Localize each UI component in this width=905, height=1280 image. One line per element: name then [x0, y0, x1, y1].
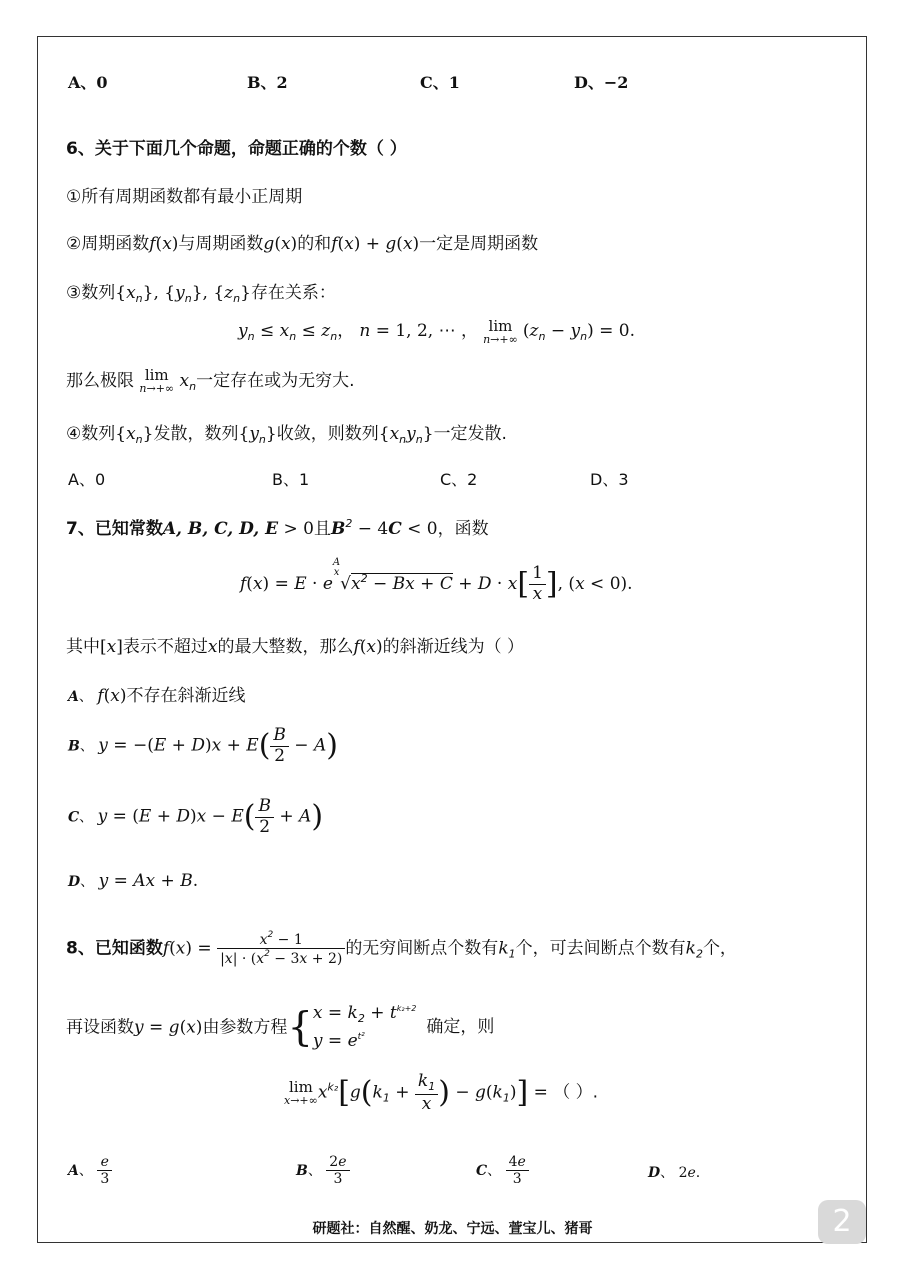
q5-option-c: C、1: [420, 73, 460, 92]
q7-option-b: B、 y = −(E + D)x + E( $\frac{B}{2}$ − A): [68, 725, 338, 766]
q7-option-a: A、 f(x)不存在斜渐近线: [68, 686, 246, 706]
q8-param-def: 再设函数y = g(x)由参数方程{ $x = k_2 + t^{k_2+2}$ $y = e^{t^2}$ 确定，则: [66, 1003, 495, 1051]
q6-option-c: C、2: [440, 470, 478, 489]
q7-option-c: C、 y = (E + D)x − E( $\frac{B}{2}$ + A): [68, 796, 324, 837]
q6-proposition-4: ④数列$\{x_n\}$发散，数列$\{y_n\}$收敛，则数列$\{x_ny_n\}$一定发散.: [66, 424, 507, 446]
q8-option-b: B、 $\frac{2e}{3}$: [296, 1154, 350, 1187]
q5-option-b: B、2: [247, 73, 288, 92]
q7-where-clause: 其中[x]表示不超过x的最大整数，那么f(x)的斜渐近线为（ ）: [66, 637, 525, 657]
q6-proposition-3: ③数列$\{x_n\}$, $\{y_n\}$, $\{z_n\}$存在关系：: [66, 283, 336, 305]
q6-option-a: A、0: [68, 470, 106, 489]
q8-option-c: C、 $\frac{4e}{3}$: [476, 1154, 529, 1187]
q7-stem: 7、已知常数A, B, C, D, E > 0且$B^2 - 4C < 0$，函数: [66, 517, 489, 539]
q7-option-d: D、 y = Ax + B.: [68, 871, 199, 891]
q6-stem: 6、关于下面几个命题，命题正确的个数（ ）: [66, 139, 407, 159]
q8-stem: 8、已知函数f(x) = $\frac{x^2 - 1}{|x| \cdot (x^2 - 3x + 2)}$ 的无穷间断点个数有$k_1$个，可去间断点个数有$k_2$个，: [66, 930, 737, 968]
q6-proposition-2: ②周期函数f(x)与周期函数g(x)的和f(x) + g(x)一定是周期函数: [66, 234, 539, 254]
footer-credits: 研题社：自然醒、奶龙、宁远、萱宝儿、猪哥: [312, 1221, 593, 1237]
q7-function-formula: f(x) = E · e A x $√x^2 - Bx + C + D \cdot x$[ $\frac{1}{x}$ ], (x < 0).: [240, 557, 633, 604]
q8-option-d: D、 2e.: [648, 1165, 701, 1181]
page-number-badge: 2: [818, 1200, 866, 1244]
q8-option-a: A、 $\frac{e}{3}$: [68, 1154, 112, 1187]
q6-relation-formula: $y_n \le x_n \le z_n$， n = 1, 2, ⋯ ， lim n→+∞ $(z_n - y_n) = 0$.: [238, 316, 636, 346]
q5-option-d: D、−2: [574, 73, 629, 92]
q8-limit-formula: lim x→+∞ $x^{k_2}[g(k_1$ + $\frac{k_1}{x}$ ) − $g(k_1)$] = （ ）.: [284, 1071, 599, 1114]
q6-option-d: D、3: [590, 470, 629, 489]
q5-option-a: A、0: [68, 73, 108, 92]
q6-proposition-1: ①所有周期函数都有最小正周期: [66, 187, 303, 207]
q6-option-b: B、1: [272, 470, 310, 489]
q6-proposition-3-tail: 那么极限 lim n→+∞ $x_n$一定存在或为无穷大.: [66, 366, 355, 395]
